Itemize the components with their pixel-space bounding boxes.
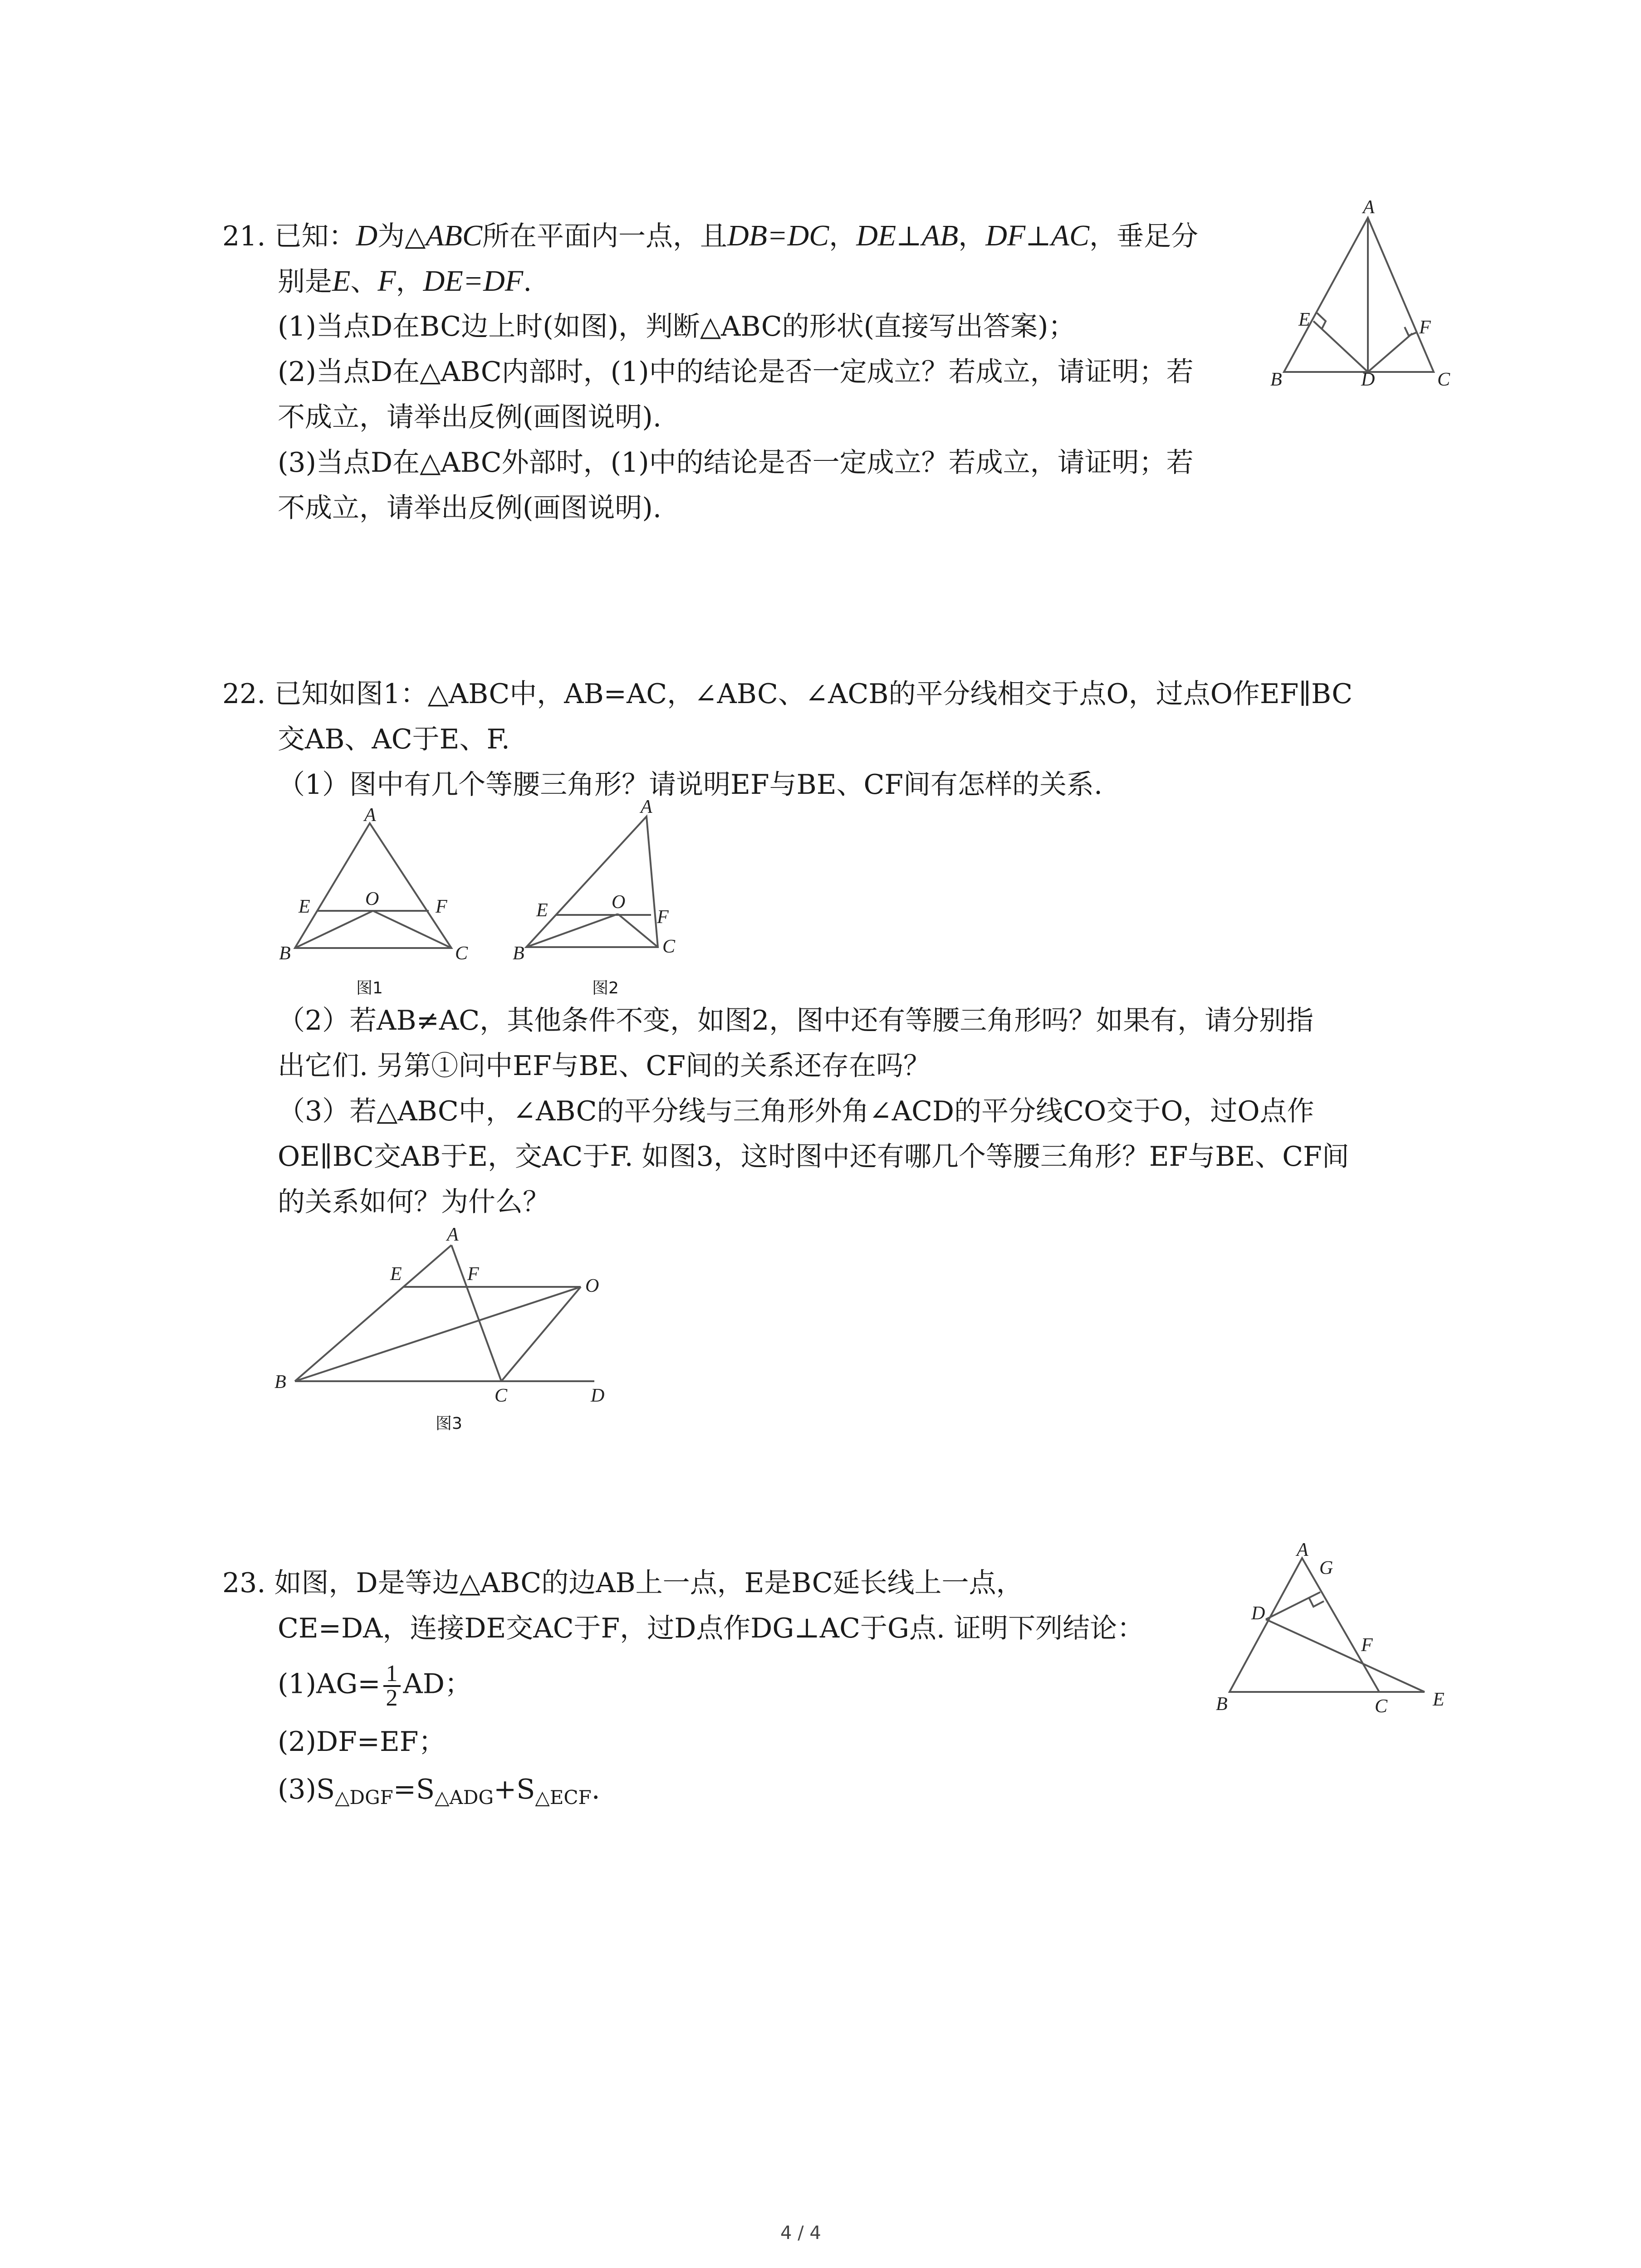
fraction-one-half bbox=[383, 1662, 401, 1710]
p21-text: F bbox=[377, 264, 396, 298]
p21-line2 bbox=[278, 263, 532, 300]
label-a: A bbox=[1363, 197, 1375, 218]
p22-line2: 交AB、AC于E、F. bbox=[278, 723, 510, 755]
label-e: E bbox=[1433, 1689, 1445, 1710]
p23-conclusion3 bbox=[278, 1771, 600, 1816]
p21-sub2b: 不成立，请举出反例(画图说明). bbox=[278, 401, 661, 433]
label-o: O bbox=[585, 1276, 599, 1296]
triangle-abc bbox=[1284, 218, 1434, 372]
p21-text: 别是 bbox=[278, 266, 332, 298]
p21-line1 bbox=[222, 218, 1198, 254]
p22-q3b: OE∥BC交AB于E，交AC于F. 如图3，这时图中还有哪几个等腰三角形？EF与BE、CF间 bbox=[278, 1141, 1349, 1173]
p23-subscript: △DGF bbox=[335, 1786, 393, 1809]
p23-text: =S bbox=[393, 1774, 435, 1805]
label-e: E bbox=[536, 900, 548, 921]
triangle-abc bbox=[1230, 1558, 1379, 1692]
label-b: B bbox=[1216, 1694, 1228, 1715]
label-f: F bbox=[657, 907, 669, 928]
p23-text: . bbox=[591, 1774, 600, 1805]
label-f: F bbox=[1361, 1635, 1373, 1656]
p21-text: DF bbox=[985, 219, 1026, 252]
p21-text: ， bbox=[958, 220, 986, 252]
p21-text: ， bbox=[396, 266, 423, 298]
p21-text: ， bbox=[829, 220, 857, 252]
p23-subscript: △ECF bbox=[535, 1786, 592, 1809]
p22-figure1 bbox=[272, 805, 481, 975]
segment-de bbox=[1266, 1619, 1425, 1692]
label-c: C bbox=[1375, 1696, 1388, 1717]
segment-bo bbox=[295, 1287, 581, 1381]
p21-sub3a: (3)当点D在△ABC外部时，(1)中的结论是否一定成立？若成立，请证明；若 bbox=[278, 447, 1194, 479]
p22-q2a: （2）若AB≠AC，其他条件不变，如图2，图中还有等腰三角形吗？如果有，请分别指 bbox=[278, 1005, 1314, 1036]
p22-figure3 bbox=[268, 1225, 622, 1406]
p21-text: 、 bbox=[350, 266, 378, 298]
segment-df bbox=[1368, 333, 1412, 372]
fraction-denominator: 2 bbox=[386, 1685, 398, 1711]
label-a: A bbox=[641, 797, 652, 817]
p21-text: AB bbox=[921, 219, 959, 252]
p23-line2: CE=DA，连接DE交AC于F，过D点作DG⊥AC于G点. 证明下列结论： bbox=[278, 1613, 1145, 1644]
p21-text: 所在平面内一点，且 bbox=[482, 220, 727, 252]
p21-sub2a: (2)当点D在△ABC内部时，(1)中的结论是否一定成立？若成立，请证明；若 bbox=[278, 356, 1194, 388]
p23-text: (1)AG= bbox=[278, 1668, 381, 1700]
label-b: B bbox=[1270, 369, 1282, 390]
label-c: C bbox=[1437, 369, 1450, 390]
p23-text: (3)S bbox=[278, 1774, 335, 1805]
segment-co bbox=[501, 1287, 581, 1381]
fraction-numerator: 1 bbox=[383, 1662, 401, 1687]
label-a: A bbox=[364, 805, 376, 826]
p21-text: DB=DC bbox=[727, 219, 829, 252]
p23-conclusion2: (2)DF=EF； bbox=[278, 1726, 446, 1758]
p21-text: 为△ bbox=[377, 220, 426, 252]
p22-figure2 bbox=[508, 797, 699, 975]
label-b: B bbox=[513, 943, 524, 964]
p21-text: DE bbox=[856, 219, 896, 252]
caption-fig1: 图1 bbox=[356, 979, 383, 997]
caption-fig3: 图3 bbox=[436, 1414, 462, 1433]
p21-text: . bbox=[523, 266, 532, 298]
p21-text: ABC bbox=[426, 219, 482, 252]
p21-figure bbox=[1270, 197, 1461, 399]
p23-number: 23. bbox=[222, 1567, 266, 1599]
label-d: D bbox=[1361, 369, 1375, 390]
p21-text: ⊥ bbox=[896, 220, 922, 252]
p22-q3a: （3）若△ABC中，∠ABC的平分线与三角形外角∠ACD的平分线CO交于O，过O点作 bbox=[278, 1095, 1314, 1127]
p21-text: E bbox=[332, 264, 351, 298]
p23-line1 bbox=[222, 1565, 1024, 1601]
page-number: 4 / 4 bbox=[780, 2223, 821, 2244]
segment-co bbox=[618, 914, 658, 947]
segment-ba bbox=[295, 1245, 451, 1381]
label-d: D bbox=[591, 1385, 605, 1406]
p23-text: 如图，D是等边△ABC的边AB上一点，E是BC延长线上一点， bbox=[274, 1567, 1024, 1599]
p21-text: AC bbox=[1051, 219, 1090, 252]
p21-text: 已知： bbox=[274, 220, 356, 252]
p23-subscript: △ADG bbox=[435, 1786, 494, 1809]
triangle-abc bbox=[526, 816, 658, 947]
p22-q2b: 出它们. 另第①问中EF与BE、CF间的关系还存在吗？ bbox=[278, 1050, 931, 1082]
p21-text: ，垂足分 bbox=[1089, 220, 1199, 252]
label-b: B bbox=[279, 943, 291, 964]
caption-fig2: 图2 bbox=[592, 979, 619, 997]
p22-line1 bbox=[222, 676, 1352, 712]
label-g: G bbox=[1319, 1558, 1333, 1579]
p22-number: 22. bbox=[222, 678, 266, 710]
p22-q3c: 的关系如何？为什么？ bbox=[278, 1186, 550, 1218]
label-b: B bbox=[274, 1372, 286, 1393]
label-c: C bbox=[455, 943, 468, 964]
p22-q1: （1）图中有几个等腰三角形？请说明EF与BE、CF间有怎样的关系. bbox=[278, 769, 1103, 801]
p22-text: 已知如图1：△ABC中，AB=AC，∠ABC、∠ACB的平分线相交于点O，过点O作EF∥BC bbox=[274, 678, 1353, 710]
p23-conclusion1 bbox=[278, 1662, 472, 1710]
label-d: D bbox=[1251, 1603, 1265, 1624]
p23-text: +S bbox=[494, 1774, 535, 1805]
p21-number: 21. bbox=[222, 220, 266, 252]
p23-figure bbox=[1216, 1542, 1461, 1715]
label-c: C bbox=[495, 1385, 508, 1406]
label-e: E bbox=[1298, 309, 1310, 330]
p21-sub3b: 不成立，请举出反例(画图说明). bbox=[278, 492, 661, 524]
right-angle-mark-g bbox=[1309, 1598, 1324, 1607]
p21-text: ⊥ bbox=[1025, 220, 1051, 252]
label-o: O bbox=[612, 892, 626, 913]
p21-sub1: (1)当点D在BC边上时(如图)，判断△ABC的形状(直接写出答案)； bbox=[278, 311, 1076, 342]
p21-text: D bbox=[356, 219, 378, 252]
label-c: C bbox=[662, 936, 676, 957]
label-o: O bbox=[365, 889, 379, 909]
p21-text: DE=DF bbox=[423, 264, 524, 298]
label-e: E bbox=[299, 896, 310, 917]
p23-text: AD； bbox=[403, 1668, 472, 1700]
label-a: A bbox=[1297, 1540, 1308, 1560]
label-a: A bbox=[447, 1224, 459, 1245]
label-f: F bbox=[467, 1264, 479, 1285]
label-f: F bbox=[1419, 317, 1431, 338]
label-f: F bbox=[436, 896, 447, 917]
label-e: E bbox=[390, 1264, 402, 1285]
triangle-abc bbox=[295, 823, 451, 948]
